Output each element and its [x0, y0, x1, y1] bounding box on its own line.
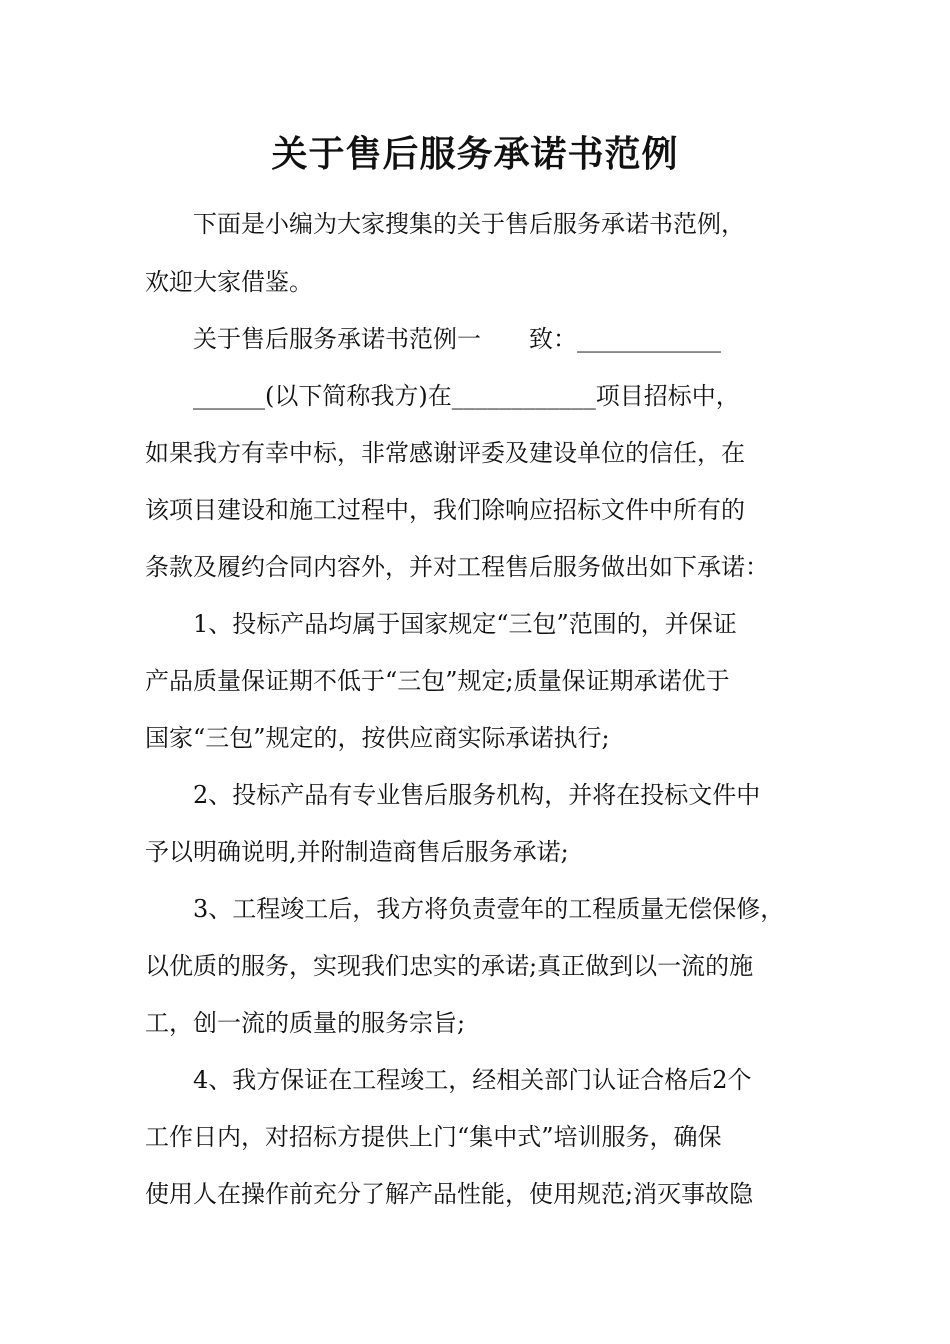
item-4-line-2: 工作日内，对招标方提供上门“集中式”培训服务，确保	[145, 1123, 722, 1151]
item-3-line-1: 3、工程竣工后，我方将负责壹年的工程质量无偿保修，	[193, 895, 785, 923]
item-4-line-1: 4、我方保证在工程竣工，经相关部门认证合格后2个	[193, 1066, 752, 1094]
body-line-3: 该项目建设和施工过程中，我们除响应招标文件中所有的	[145, 496, 745, 524]
intro-line-1: 下面是小编为大家搜集的关于售后服务承诺书范例，	[193, 210, 745, 238]
item-2-line-1: 2、投标产品有专业售后服务机构，并将在投标文件中	[193, 781, 761, 809]
body-line-2: 如果我方有幸中标，非常感谢评委及建设单位的信任，在	[145, 439, 745, 467]
item-3-line-2: 以优质的服务，实现我们忠实的承诺;真正做到以一流的施	[145, 952, 754, 980]
item-4-line-3: 使用人在操作前充分了解产品性能，使用规范;消灭事故隐	[145, 1180, 754, 1208]
body-line-4: 条款及履约合同内容外，并对工程售后服务做出如下承诺：	[145, 553, 769, 581]
item-1-line-1: 1、投标产品均属于国家规定“三包”范围的，并保证	[193, 610, 737, 638]
body-line-1: ______(以下简称我方)在____________项目招标中，	[193, 382, 740, 410]
item-2-line-2: 予以明确说明,并附制造商售后服务承诺;	[145, 838, 569, 866]
document-title: 关于售后服务承诺书范例	[271, 133, 679, 175]
item-1-line-3: 国家“三包”规定的，按供应商实际承诺执行;	[145, 724, 610, 752]
item-1-line-2: 产品质量保证期不低于“三包”规定;质量保证期承诺优于	[145, 667, 730, 695]
intro-line-2: 欢迎大家借鉴。	[145, 268, 313, 296]
item-3-line-3: 工，创一流的质量的服务宗旨;	[145, 1009, 466, 1037]
example-heading-line: 关于售后服务承诺书范例一 致：____________	[193, 325, 721, 353]
